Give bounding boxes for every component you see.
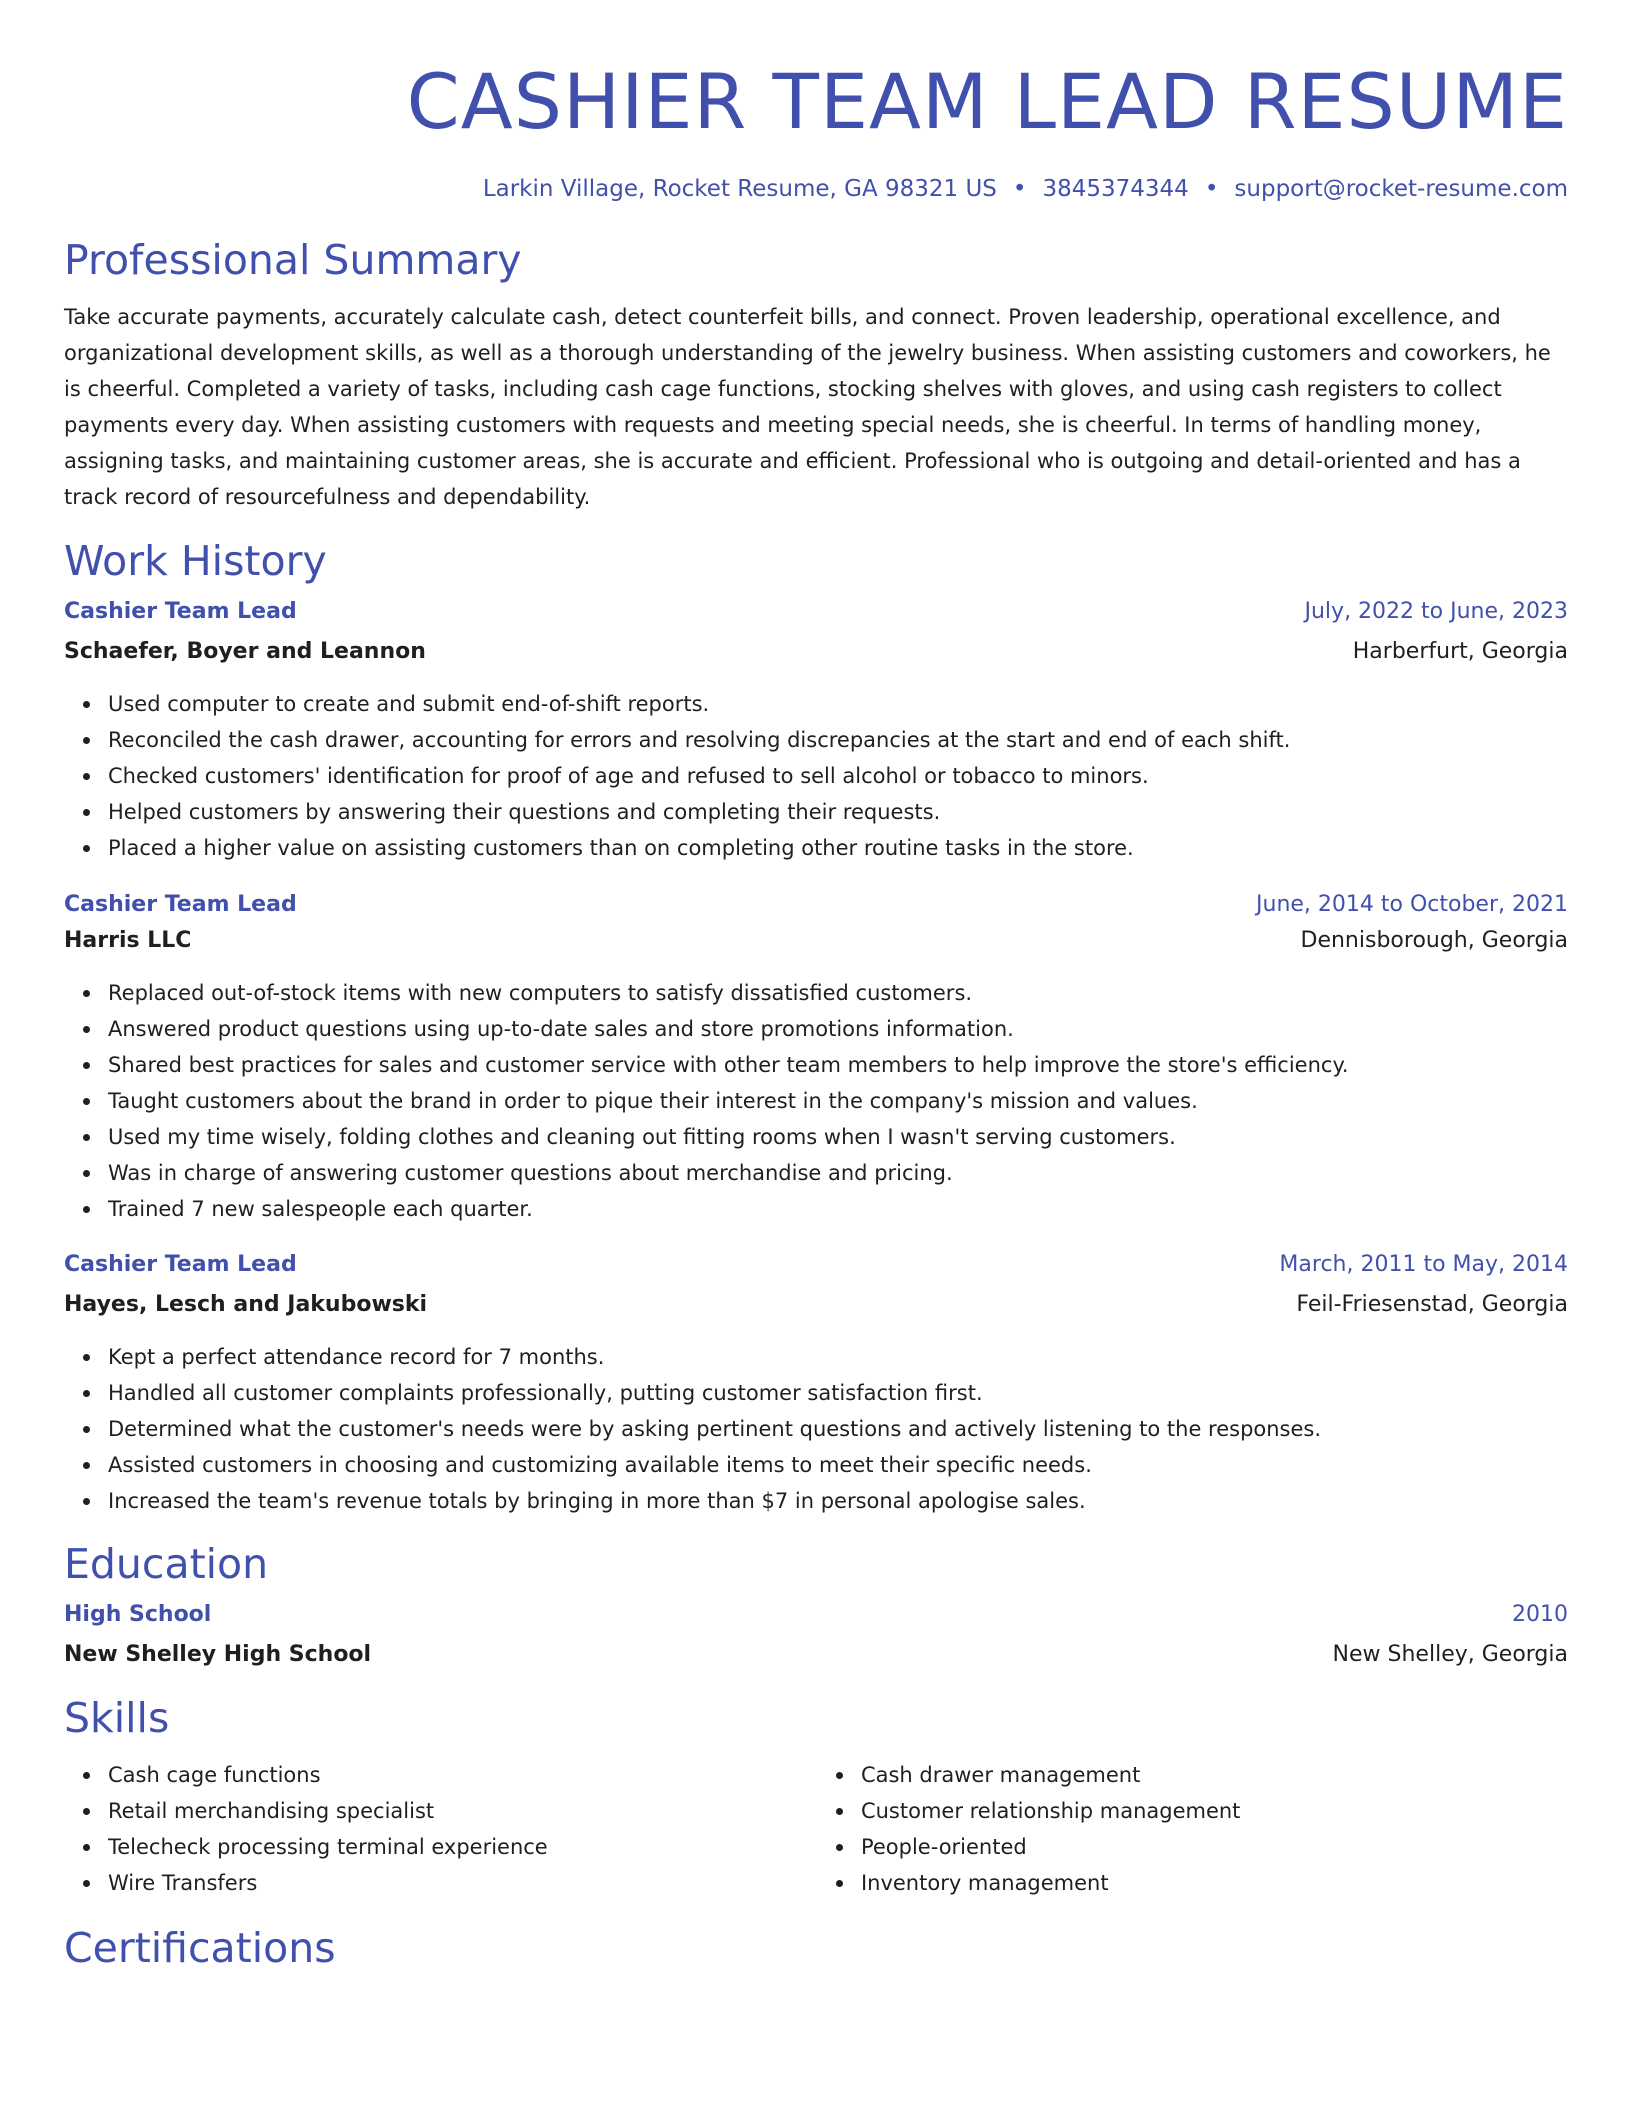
section-title-summary: Professional Summary (64, 236, 522, 284)
job-location: Feil-Friesenstad, Georgia (1296, 1292, 1568, 1317)
skill-item: Inventory management (861, 1865, 1568, 1901)
job-role: Cashier Team Lead (64, 892, 297, 917)
list-item: Helped customers by answering their questions and completing their requests. (108, 794, 1568, 830)
list-item: Trained 7 new salespeople each quarter. (108, 1191, 1568, 1227)
contact-phone[interactable]: 3845374344 (1042, 176, 1189, 202)
skill-item: Retail merchandising specialist (108, 1793, 817, 1829)
job-entry (64, 594, 1568, 866)
education-school: New Shelley High School (64, 1642, 372, 1667)
list-item: Reconciled the cash drawer, accounting for errors and resolving discrepancies at the start and end of each shift. (108, 722, 1568, 758)
list-item: Shared best practices for sales and customer service with other team members to help improve the store's efficiency. (108, 1047, 1568, 1083)
contact-email[interactable]: support@rocket-resume.com (1234, 176, 1568, 202)
job-role: Cashier Team Lead (64, 1252, 297, 1277)
education-year: 2010 (1512, 1602, 1568, 1627)
list-item: Answered product questions using up-to-date sales and store promotions information. (108, 1011, 1568, 1047)
contact-separator: • (1012, 176, 1027, 202)
list-item: Was in charge of answering customer questions about merchandise and pricing. (108, 1155, 1568, 1191)
job-dates: March, 2011 to May, 2014 (1279, 1252, 1568, 1277)
resume-title: CASHIER TEAM LEAD RESUME (406, 57, 1568, 146)
contact-address: Larkin Village, Rocket Resume, GA 98321 US (482, 176, 997, 202)
skill-item: Cash drawer management (861, 1757, 1568, 1793)
job-company: Schaefer, Boyer and Leannon (64, 639, 426, 664)
job-company: Harris LLC (64, 928, 192, 953)
education-location: New Shelley, Georgia (1332, 1642, 1568, 1667)
list-item: Handled all customer complaints professionally, putting customer satisfaction first. (108, 1375, 1568, 1411)
job-dates: June, 2014 to October, 2021 (1256, 892, 1568, 917)
job-location: Dennisborough, Georgia (1300, 928, 1568, 953)
list-item: Replaced out-of-stock items with new computers to satisfy dissatisfied customers. (108, 975, 1568, 1011)
education-header-row (64, 1597, 1568, 1633)
skill-item: Telecheck processing terminal experience (108, 1829, 817, 1865)
job-header-row (64, 887, 1568, 923)
job-header-row (64, 1247, 1568, 1283)
skill-item: Wire Transfers (108, 1865, 817, 1901)
section-title-certifications: Certifications (64, 1924, 336, 1972)
job-dates: July, 2022 to June, 2023 (1304, 599, 1568, 624)
job-role: Cashier Team Lead (64, 599, 297, 624)
job-entry (64, 887, 1568, 1227)
job-bullets (64, 686, 1568, 866)
skill-item: Cash cage functions (108, 1757, 817, 1793)
contact-separator: • (1204, 176, 1219, 202)
education-entry (64, 1597, 1568, 1673)
list-item: Increased the team's revenue totals by bringing in more than $7 in personal apologise sales. (108, 1483, 1568, 1519)
list-item: Taught customers about the brand in order to pique their interest in the company's mission and values. (108, 1083, 1568, 1119)
job-header-row (64, 594, 1568, 630)
list-item: Used my time wisely, folding clothes and cleaning out fitting rooms when I wasn't serving customers. (108, 1119, 1568, 1155)
section-title-work-history: Work History (64, 537, 327, 585)
summary-text: Take accurate payments, accurately calculate cash, detect counterfeit bills, and connect. Proven leadership, operational excellence, and organizational development skills, as well as a thorough understanding of the jewelry business. When assisting customers and coworkers, he is cheerful. Completed a variety of tasks, including cash cage functions, stocking shelves with gloves, and using cash registers to collect payments every day. When assisting customers with requests and meeting special needs, she is cheerful. In terms of handling money, assigning tasks, and maintaining customer areas, she is accurate and efficient. Professional who is outgoing and detail-oriented and has a track record of resourcefulness and dependability. (64, 305, 1551, 509)
list-item: Assisted customers in choosing and customizing available items to meet their specific needs. (108, 1447, 1568, 1483)
job-company-row (64, 1287, 1568, 1323)
job-company-row (64, 923, 1568, 959)
job-entry (64, 1247, 1568, 1519)
list-item: Determined what the customer's needs were by asking pertinent questions and actively listening to the responses. (108, 1411, 1568, 1447)
list-item: Checked customers' identification for proof of age and refused to sell alcohol or tobacco to minors. (108, 758, 1568, 794)
list-item: Used computer to create and submit end-of-shift reports. (108, 686, 1568, 722)
job-location: Harberfurt, Georgia (1352, 639, 1568, 664)
skills-list-right (817, 1757, 1568, 1901)
job-bullets (64, 1339, 1568, 1519)
education-degree: High School (64, 1602, 212, 1627)
list-item: Placed a higher value on assisting customers than on completing other routine tasks in the store. (108, 830, 1568, 866)
contact-line (64, 174, 1568, 204)
section-title-skills: Skills (64, 1694, 170, 1742)
education-school-row (64, 1637, 1568, 1673)
list-item: Kept a perfect attendance record for 7 months. (108, 1339, 1568, 1375)
job-bullets (64, 975, 1568, 1227)
skills-list-left (64, 1757, 817, 1901)
skill-item: People-oriented (861, 1829, 1568, 1865)
section-title-education: Education (64, 1540, 269, 1588)
job-company: Hayes, Lesch and Jakubowski (64, 1292, 428, 1317)
skills-grid (64, 1757, 1568, 1901)
job-company-row (64, 634, 1568, 670)
skill-item: Customer relationship management (861, 1793, 1568, 1829)
